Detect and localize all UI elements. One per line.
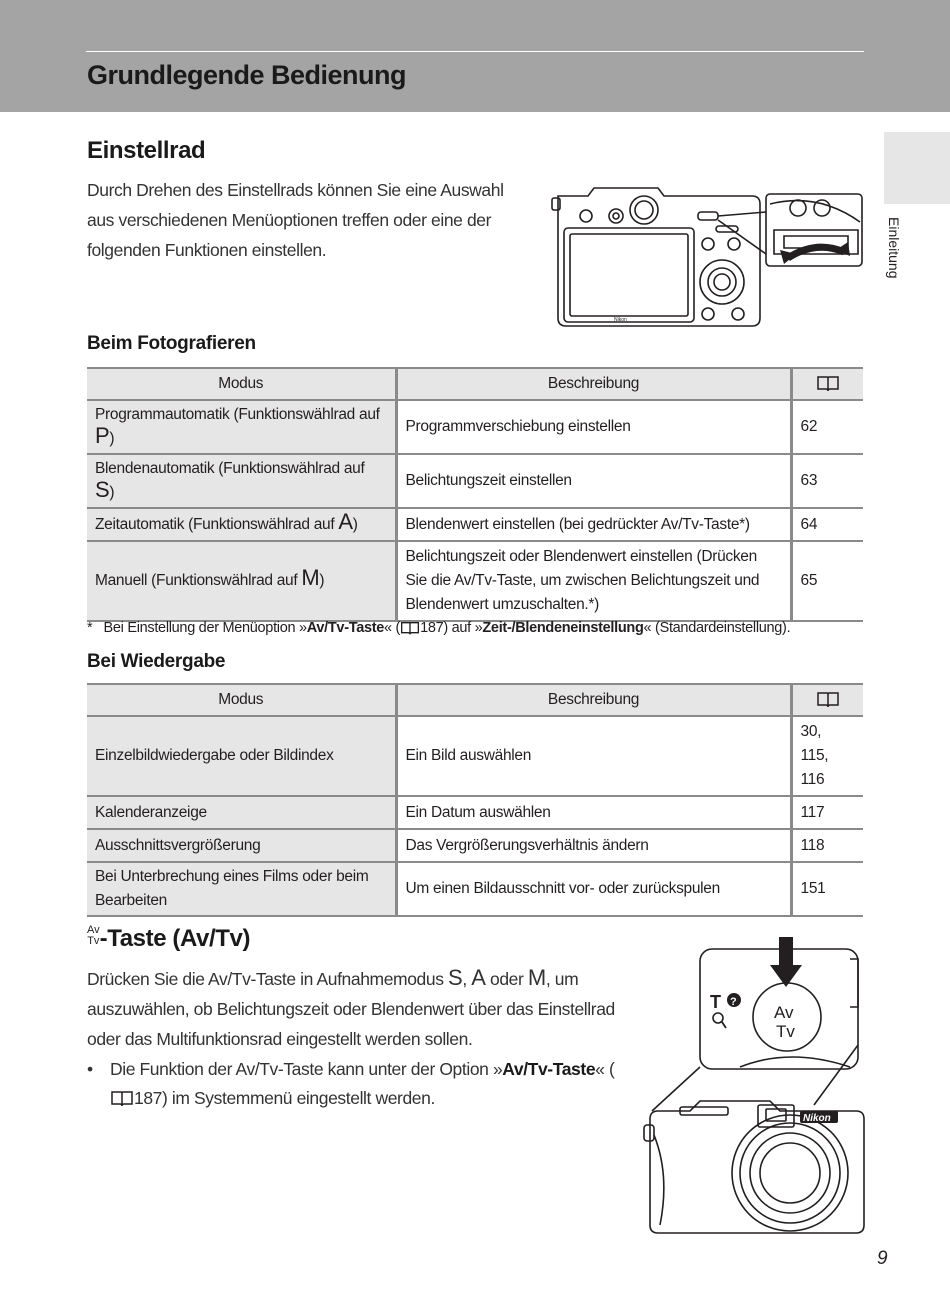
svg-text:Av: Av: [774, 1003, 794, 1022]
book-icon: [110, 1090, 134, 1108]
page-ref-cell: 62: [791, 400, 863, 454]
book-icon: [816, 691, 840, 709]
description-cell: Blendenwert einstellen (bei gedrückter Av/Tv-Taste*): [396, 508, 791, 541]
table-row: [87, 716, 863, 796]
page-ref-cell: 117: [791, 796, 863, 829]
table-row: [87, 454, 863, 508]
description-cell: Programmverschiebung einstellen: [396, 400, 791, 454]
camera-front-illustration: [640, 935, 870, 1237]
page-ref-cell: 64: [791, 508, 863, 541]
table-header-row: [87, 684, 863, 716]
table-playback-modes: [87, 683, 863, 917]
avtv-paragraph: Drücken Sie die Av/Tv-Taste in Aufnahmemodus S, A oder M, um auszuwählen, ob Belichtungszeit oder Blendenwert über das Einstellrad oder das Multifunktionsrad eingestellt werden sollen.: [87, 965, 615, 1049]
section-title-einstellrad: Einstellrad: [87, 137, 206, 164]
svg-text:Nikon: Nikon: [614, 317, 627, 323]
col-header-mode: Modus: [87, 684, 396, 716]
table-header-row: [87, 368, 863, 400]
svg-text:Tv: Tv: [776, 1022, 795, 1041]
mode-cell: Programmautomatik (Funktionswählrad auf P): [87, 400, 396, 454]
table-row: [87, 796, 863, 829]
camera-back-illustration: [548, 182, 866, 328]
page-ref-cell: 118: [791, 829, 863, 862]
mode-cell: Zeitautomatik (Funktionswählrad auf A): [87, 508, 396, 541]
description-cell: Das Vergrößerungsverhältnis ändern: [396, 829, 791, 862]
col-header-page-ref: [791, 684, 863, 716]
avtv-bullet: • Die Funktion der Av/Tv-Taste kann unter der Option »Av/Tv-Taste« (187) im Systemmenü eingestellt werden.: [87, 1055, 637, 1113]
mode-cell: Einzelbildwiedergabe oder Bildindex: [87, 716, 396, 796]
svg-text:Nikon: Nikon: [803, 1113, 831, 1124]
intro-paragraph: Durch Drehen des Einstellrads können Sie eine Auswahl aus verschiedenen Menüoptionen treffen oder eine der folgenden Funktionen einstellen.: [87, 180, 504, 260]
chapter-tab: [884, 132, 950, 204]
avtv-icon: Av Tv: [87, 924, 100, 947]
section-title-avtv: Av Tv -Taste (Av/Tv): [87, 924, 251, 952]
table-row: [87, 508, 863, 541]
description-cell: Ein Bild auswählen: [396, 716, 791, 796]
description-cell: Belichtungszeit oder Blendenwert einstellen (Drücken Sie die Av/Tv-Taste, um zwischen Belichtungszeit und Blendenwert umzuschalten.*): [396, 541, 791, 621]
page-ref-cell: 30, 115, 116: [791, 716, 863, 796]
chapter-tab-label: Einleitung: [886, 217, 902, 279]
mode-cell: Manuell (Funktionswählrad auf M): [87, 541, 396, 621]
description-cell: Um einen Bildausschnitt vor- oder zurückspulen: [396, 862, 791, 916]
table1-heading: Beim Fotografieren: [87, 333, 256, 354]
header-rule: [86, 51, 864, 52]
page-ref-cell: 65: [791, 541, 863, 621]
book-icon: [816, 375, 840, 393]
table-row: [87, 541, 863, 621]
mode-cell: Blendenautomatik (Funktionswählrad auf S): [87, 454, 396, 508]
chapter-title: Grundlegende Bedienung: [87, 60, 407, 90]
page-ref-cell: 63: [791, 454, 863, 508]
description-cell: Ein Datum auswählen: [396, 796, 791, 829]
description-cell: Belichtungszeit einstellen: [396, 454, 791, 508]
mode-cell: Kalenderanzeige: [87, 796, 396, 829]
col-header-description: Beschreibung: [396, 684, 791, 716]
table-row: [87, 829, 863, 862]
table-shooting-modes: [87, 367, 863, 622]
mode-cell: Bei Unterbrechung eines Films oder beim Bearbeiten: [87, 862, 396, 916]
table-row: [87, 400, 863, 454]
col-header-mode: Modus: [87, 368, 396, 400]
table2-heading: Bei Wiedergabe: [87, 651, 226, 672]
header-band: [0, 0, 950, 112]
page-ref-cell: 151: [791, 862, 863, 916]
svg-text:?: ?: [730, 996, 737, 1008]
mode-cell: Ausschnittsvergrößerung: [87, 829, 396, 862]
page-number: 9: [877, 1248, 888, 1269]
bullet-dot: •: [87, 1059, 93, 1079]
table-row: [87, 862, 863, 916]
book-icon: [400, 621, 420, 636]
table-footnote: * Bei Einstellung der Menüoption »Av/Tv-Taste« ( 187) auf »Zeit-/Blendeneinstellung« (Standardeinstellung).: [87, 620, 791, 636]
col-header-page-ref: [791, 368, 863, 400]
svg-text:T: T: [710, 992, 721, 1012]
col-header-description: Beschreibung: [396, 368, 791, 400]
